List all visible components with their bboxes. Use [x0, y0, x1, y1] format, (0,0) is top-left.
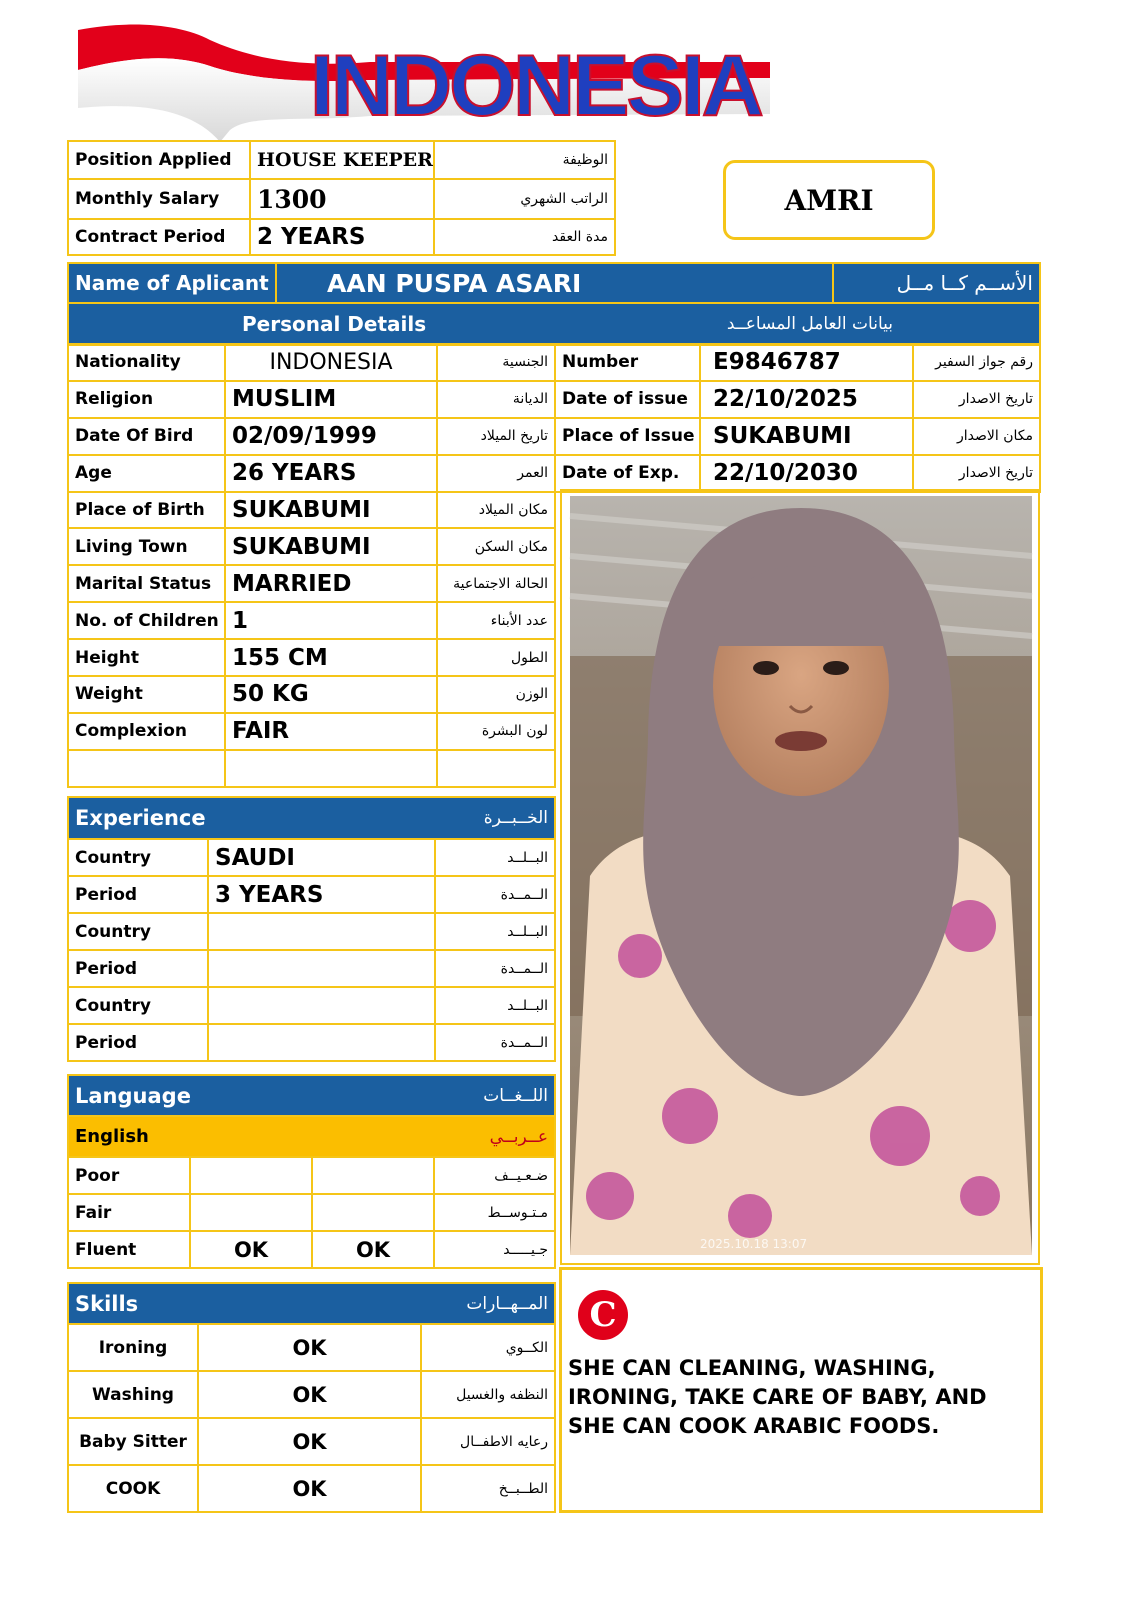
- skills-heading-ar: المــهــارات: [421, 1283, 555, 1324]
- experience-row: [68, 839, 555, 876]
- language-row-label: Poor: [68, 1157, 190, 1194]
- personal-row-label: Marital Status: [68, 565, 225, 602]
- notes-text: SHE CAN CLEANING, WASHING, IRONING, TAKE CARE OF BABY, AND SHE CAN COOK ARABIC FOODS.: [568, 1356, 987, 1438]
- language-english-heading: English: [68, 1116, 312, 1157]
- position-row-label-ar: مدة العقد: [434, 219, 615, 255]
- personal-row-value: 155 CM: [225, 639, 437, 676]
- passport-row-label-ar: تاريخ الاصدار: [913, 381, 1040, 418]
- experience-row-label-ar: البــلــد: [435, 913, 555, 950]
- experience-row: [68, 1024, 555, 1061]
- language-row-label: Fair: [68, 1194, 190, 1231]
- skill-row-label: COOK: [68, 1465, 198, 1512]
- personal-row: [68, 565, 555, 602]
- personal-row-label-ar: الطول: [437, 639, 555, 676]
- personal-row: [68, 344, 555, 381]
- skill-row-label-ar: رعايه الاطفــال: [421, 1418, 555, 1465]
- position-row: [68, 141, 615, 179]
- personal-row-value: SUKABUMI: [225, 492, 437, 529]
- photo-watermark: [700, 1237, 807, 1251]
- c-badge-icon: C: [578, 1290, 628, 1340]
- position-row-value: 1300: [250, 179, 434, 219]
- agent-box: [723, 160, 935, 240]
- position-row-label: Monthly Salary: [68, 179, 250, 219]
- passport-row-label-ar: تاريخ الاصدار: [913, 455, 1040, 492]
- experience-row: [68, 987, 555, 1024]
- passport-row-label: Number: [555, 344, 700, 381]
- passport-row-value: 22/10/2030: [700, 455, 913, 492]
- skill-row: [68, 1324, 555, 1371]
- experience-heading-ar: الخــبــرة: [435, 797, 555, 839]
- position-row-label-ar: الوظيفة: [434, 141, 615, 179]
- position-row-label-ar: الراتب الشهري: [434, 179, 615, 219]
- personal-row-value: [225, 750, 437, 787]
- experience-row-label-ar: الــمــدة: [435, 1024, 555, 1061]
- personal-row-label: Religion: [68, 381, 225, 418]
- skill-row-value: OK: [198, 1465, 421, 1512]
- language-english-level: [190, 1157, 312, 1194]
- personal-row-value: 26 YEARS: [225, 455, 437, 492]
- skill-row: [68, 1418, 555, 1465]
- position-table: [67, 140, 616, 256]
- passport-row-label: Date of issue: [555, 381, 700, 418]
- personal-row-label: [68, 750, 225, 787]
- position-row-value: 2 YEARS: [250, 219, 434, 255]
- personal-details-heading: Personal Details: [68, 303, 833, 345]
- personal-row-label-ar: عدد الأبناء: [437, 602, 555, 639]
- skill-row-label-ar: الطــبــخ: [421, 1465, 555, 1512]
- language-heading-ar: اللــغــات: [434, 1075, 555, 1116]
- personal-row-label-ar: الديانة: [437, 381, 555, 418]
- applicant-label: Name of Aplicant: [68, 263, 276, 303]
- personal-row-value: MARRIED: [225, 565, 437, 602]
- personal-row-label: Place of Birth: [68, 492, 225, 529]
- personal-row-value: INDONESIA: [225, 344, 437, 381]
- banner-title: INDONESIA: [310, 38, 761, 134]
- language-row: [68, 1231, 555, 1268]
- experience-row-value: [208, 1024, 435, 1061]
- personal-row: [68, 750, 555, 787]
- passport-row-label-ar: رقم جواز السفير: [913, 344, 1040, 381]
- skills-heading: Skills: [68, 1283, 421, 1324]
- applicant-bar: [67, 262, 1041, 346]
- experience-row-value: [208, 987, 435, 1024]
- experience-row-value: [208, 950, 435, 987]
- personal-row-label-ar: الجنسية: [437, 344, 555, 381]
- applicant-label-ar: الأســم كــا مــل: [833, 263, 1040, 303]
- language-english-level: [190, 1194, 312, 1231]
- experience-row-value: SAUDI: [208, 839, 435, 876]
- position-row-label: Contract Period: [68, 219, 250, 255]
- language-row-label: Fluent: [68, 1231, 190, 1268]
- personal-row: [68, 455, 555, 492]
- personal-row-label: No. of Children: [68, 602, 225, 639]
- personal-row: [68, 528, 555, 565]
- experience-row-value: [208, 913, 435, 950]
- language-heading: Language: [68, 1075, 434, 1116]
- personal-row: [68, 639, 555, 676]
- passport-row-label: Place of Issue: [555, 418, 700, 455]
- passport-table: [554, 343, 1041, 493]
- personal-row: [68, 492, 555, 529]
- passport-row-value: 22/10/2025: [700, 381, 913, 418]
- personal-row-label: Living Town: [68, 528, 225, 565]
- language-row: [68, 1194, 555, 1231]
- experience-row-label-ar: الــمــدة: [435, 950, 555, 987]
- personal-row-label: Date Of Bird: [68, 418, 225, 455]
- personal-row-value: SUKABUMI: [225, 528, 437, 565]
- personal-details-table: [67, 343, 556, 788]
- personal-row-label-ar: العمر: [437, 455, 555, 492]
- passport-row-value: E9846787: [700, 344, 913, 381]
- passport-row-label: Date of Exp.: [555, 455, 700, 492]
- skill-row-value: OK: [198, 1371, 421, 1418]
- language-arabic-level: [312, 1157, 434, 1194]
- experience-row-label: Country: [68, 913, 208, 950]
- personal-row-value: 50 KG: [225, 676, 437, 713]
- experience-row-value: 3 YEARS: [208, 876, 435, 913]
- personal-row: [68, 713, 555, 750]
- personal-row-value: FAIR: [225, 713, 437, 750]
- personal-row-value: MUSLIM: [225, 381, 437, 418]
- svg-text:2025.10.18 13:07: 2025.10.18 13:07: [700, 1237, 808, 1251]
- language-table: [67, 1074, 556, 1269]
- language-arabic-level: OK: [312, 1231, 434, 1268]
- language-row-label-ar: ضـعـيــف: [434, 1157, 555, 1194]
- experience-table: [67, 796, 556, 1062]
- personal-row-label-ar: [437, 750, 555, 787]
- language-row-label-ar: جـيـــــد: [434, 1231, 555, 1268]
- personal-row: [68, 418, 555, 455]
- personal-row-label: Age: [68, 455, 225, 492]
- experience-row-label-ar: الــمــدة: [435, 876, 555, 913]
- experience-row: [68, 913, 555, 950]
- passport-row-label-ar: مكان الاصدار: [913, 418, 1040, 455]
- position-row: [68, 179, 615, 219]
- experience-row-label-ar: البــلــد: [435, 839, 555, 876]
- personal-row-value: 02/09/1999: [225, 418, 437, 455]
- personal-row-label: Nationality: [68, 344, 225, 381]
- position-row-label: Position Applied: [68, 141, 250, 179]
- personal-row-value: 1: [225, 602, 437, 639]
- language-arabic-level: [312, 1194, 434, 1231]
- personal-row-label-ar: لون البشرة: [437, 713, 555, 750]
- experience-row: [68, 950, 555, 987]
- experience-heading: Experience: [68, 797, 435, 839]
- personal-row-label-ar: مكان الميلاد: [437, 492, 555, 529]
- personal-row-label: Height: [68, 639, 225, 676]
- experience-row-label: Period: [68, 876, 208, 913]
- passport-row-value: SUKABUMI: [700, 418, 913, 455]
- skill-row-label: Baby Sitter: [68, 1418, 198, 1465]
- experience-row-label-ar: البــلــد: [435, 987, 555, 1024]
- experience-row-label: Country: [68, 987, 208, 1024]
- applicant-photo: [570, 496, 1032, 1255]
- personal-row-label-ar: الحالة الاجتماعية: [437, 565, 555, 602]
- personal-row-label-ar: الوزن: [437, 676, 555, 713]
- skills-table: [67, 1282, 556, 1513]
- language-row: [68, 1157, 555, 1194]
- personal-row-label-ar: تاريخ الميلاد: [437, 418, 555, 455]
- skill-row-value: OK: [198, 1418, 421, 1465]
- experience-row-label: Period: [68, 950, 208, 987]
- position-row: [68, 219, 615, 255]
- skill-row-label-ar: الكــوي: [421, 1324, 555, 1371]
- passport-row: [555, 344, 1040, 381]
- skill-row: [68, 1371, 555, 1418]
- skill-row-label-ar: النظفه والغسيل: [421, 1371, 555, 1418]
- skill-row: [68, 1465, 555, 1512]
- personal-row-label-ar: مكان السكن: [437, 528, 555, 565]
- experience-row-label: Country: [68, 839, 208, 876]
- personal-row: [68, 602, 555, 639]
- personal-row-label: Weight: [68, 676, 225, 713]
- personal-row: [68, 676, 555, 713]
- language-arabic-heading: عــربــي: [312, 1116, 555, 1157]
- applicant-name: AAN PUSPA ASARI: [276, 263, 833, 303]
- language-english-level: OK: [190, 1231, 312, 1268]
- passport-row: [555, 455, 1040, 492]
- passport-row: [555, 418, 1040, 455]
- personal-details-heading-ar: بيانات العامل المساعــد: [833, 303, 1040, 345]
- language-row-label-ar: مـتـوســط: [434, 1194, 555, 1231]
- experience-row: [68, 876, 555, 913]
- position-row-value: HOUSE KEEPER: [250, 141, 434, 179]
- personal-row: [68, 381, 555, 418]
- passport-row: [555, 381, 1040, 418]
- agent-name: AMRI: [784, 183, 874, 217]
- personal-row-label: Complexion: [68, 713, 225, 750]
- skill-row-label: Ironing: [68, 1324, 198, 1371]
- skill-row-value: OK: [198, 1324, 421, 1371]
- experience-row-label: Period: [68, 1024, 208, 1061]
- notes-box: [559, 1267, 1043, 1513]
- skill-row-label: Washing: [68, 1371, 198, 1418]
